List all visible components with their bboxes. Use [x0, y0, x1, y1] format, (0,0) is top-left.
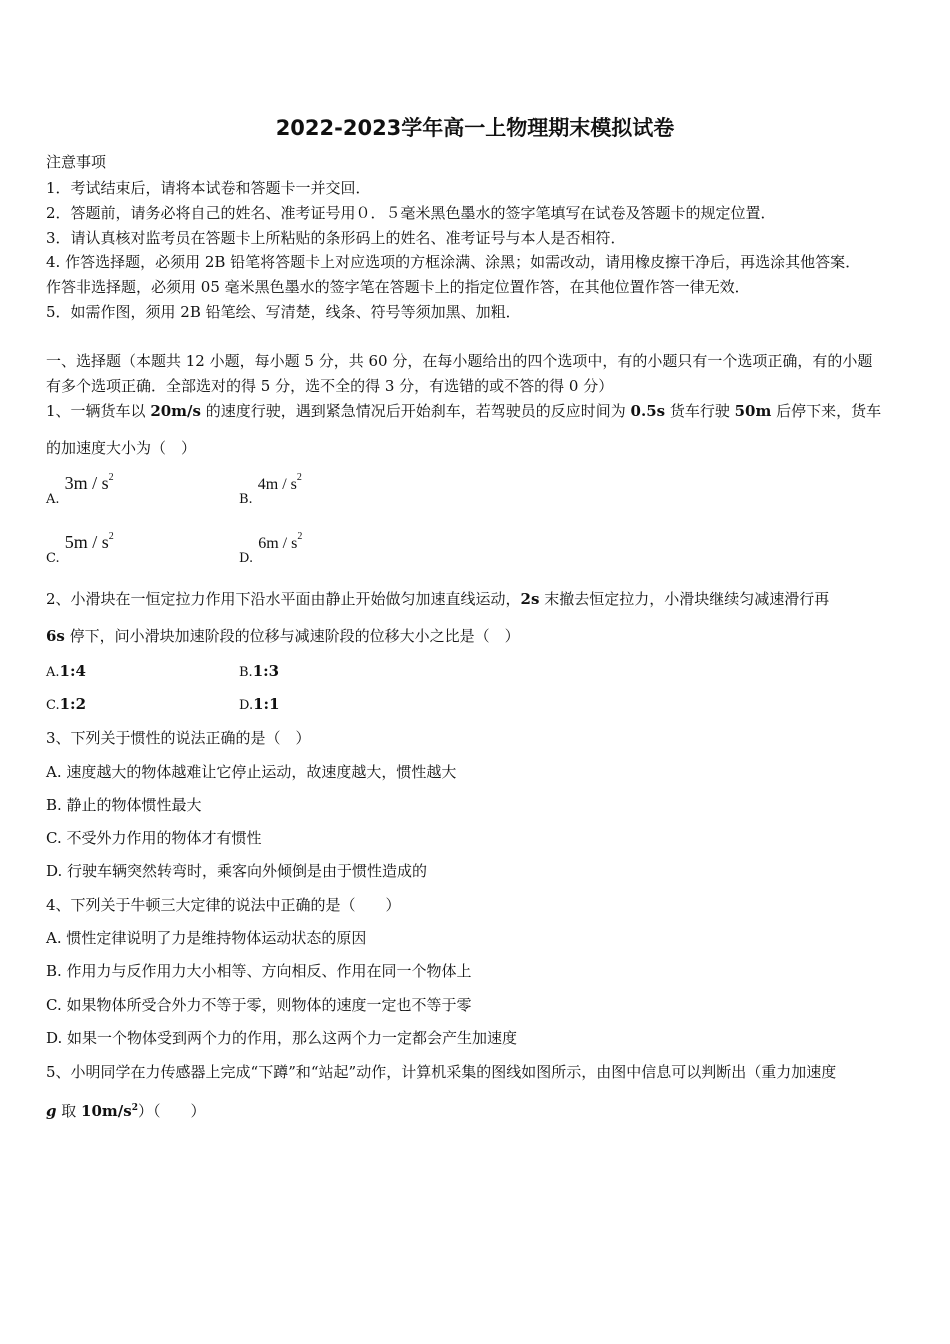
notice-item: 3．请认真核对监考员在答题卡上所粘贴的条形码上的姓名、准考证号与本人是否相符．	[46, 229, 626, 247]
option-c[interactable]: C. 如果物体所受合外力不等于零，则物体的速度一定也不等于零	[46, 996, 472, 1014]
option-d[interactable]: D. 如果一个物体受到两个力的作用，那么这两个力一定都会产生加速度	[46, 1029, 518, 1047]
notice-item: 4. 作答选择题，必须用 2B 铅笔将答题卡上对应选项的方框涂满、涂黑；如需改动，请用橡皮擦干净后，再选涂其他答案．	[46, 253, 861, 271]
option-a[interactable]: A.1:4	[46, 662, 86, 680]
option-d[interactable]: $_{D.}$ $6m / s^2$	[239, 531, 303, 566]
question-4-stem: 4、下列关于牛顿三大定律的说法中正确的是（ ）	[46, 896, 401, 914]
notice-item: 作答非选择题，必须用 05 毫米黑色墨水的签字笔在答题卡上的指定位置作答，在其他位置作答一律无效．	[46, 278, 750, 296]
option-a[interactable]: $_{A.}$ $3m / s^2$	[46, 472, 114, 507]
option-c[interactable]: $_{C.}$ $5m / s^2$	[46, 531, 114, 566]
question-1-stem-line2: 的加速度大小为（ ）	[46, 439, 197, 457]
question-3-stem: 3、下列关于惯性的说法正确的是（ ）	[46, 729, 311, 747]
question-2-stem: 2、小滑块在一恒定拉力作用下沿水平面由静止开始做匀加速直线运动，2s 末撤去恒定拉力，小滑块继续匀减速滑行再	[46, 590, 830, 608]
notice-item: 1．考试结束后，请将本试卷和答题卡一并交回．	[46, 179, 371, 197]
question-5-stem-line2: g 取 $10m/s^2$）（ ）	[46, 1102, 206, 1120]
option-b[interactable]: B. 作用力与反作用力大小相等、方向相反、作用在同一个物体上	[46, 962, 472, 980]
section-instructions-line2: 有多个选项正确．全部选对的得 5 分，选不全的得 3 分，有选错的或不答的得 0 分）	[46, 377, 614, 395]
page-title: 2022-2023学年高一上物理期末模拟试卷	[275, 116, 675, 140]
option-b[interactable]: B. 静止的物体惯性最大	[46, 796, 202, 814]
option-a[interactable]: A. 惯性定律说明了力是维持物体运动状态的原因	[46, 929, 367, 947]
option-d[interactable]: D.1:1	[239, 695, 280, 713]
question-5-stem: 5、小明同学在力传感器上完成“下蹲”和“站起”动作，计算机采集的图线如图所示，由图中信息可以判断出（重力加速度	[46, 1063, 837, 1081]
option-d[interactable]: D. 行驶车辆突然转弯时，乘客向外倾倒是由于惯性造成的	[46, 862, 428, 880]
question-1-stem: 1、一辆货车以 20m/s 的速度行驶，遇到紧急情况后开始刹车，若驾驶员的反应时间为 0.5s 货车行驶 50m 后停下来，货车	[46, 402, 882, 420]
question-2-stem-line2: 6s 停下，问小滑块加速阶段的位移与减速阶段的位移大小之比是（ ）	[46, 627, 520, 645]
option-c[interactable]: C.1:2	[46, 695, 87, 713]
option-a[interactable]: A. 速度越大的物体越难让它停止运动，故速度越大，惯性越大	[46, 763, 457, 781]
notice-item: 5．如需作图，须用 2B 铅笔绘、写清楚，线条、符号等须加黑、加粗．	[46, 303, 521, 321]
option-b[interactable]: B.1:3	[239, 662, 280, 680]
notice-heading: 注意事项	[46, 153, 107, 171]
section-instructions-line1: 一、选择题（本题共 12 小题，每小题 5 分，共 60 分，在每小题给出的四个选项中，有的小题只有一个选项正确，有的小题	[46, 352, 873, 370]
option-b[interactable]: $_{B.}$ $4m / s^2$	[239, 472, 302, 507]
option-c[interactable]: C. 不受外力作用的物体才有惯性	[46, 829, 262, 847]
notice-item: 2．答题前，请务必将自己的姓名、准考证号用０．５毫米黑色墨水的签字笔填写在试卷及答题卡的规定位置．	[46, 204, 776, 222]
